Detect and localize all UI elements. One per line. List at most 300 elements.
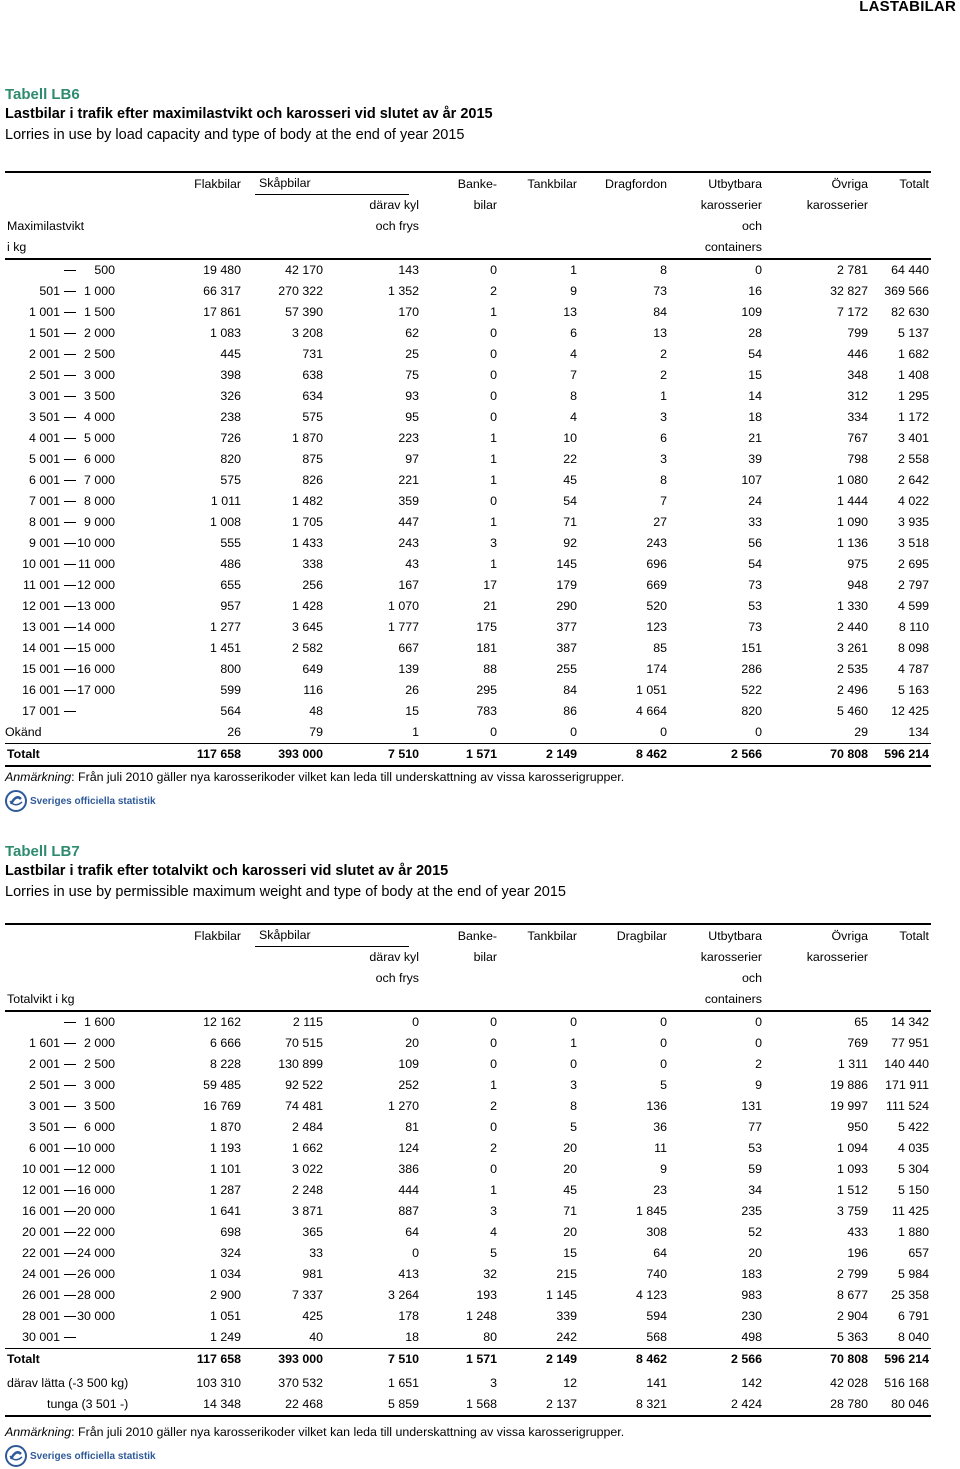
table-cell: 1 034 [209,1267,241,1281]
range-from: 26 001 [22,1288,60,1302]
table-cell: 5 304 [897,1162,929,1176]
table-cell: 75 [405,368,419,382]
range-dash [64,396,76,397]
table-cell: 10 [563,431,577,445]
row-label [5,281,115,302]
total-cell: 70 808 [764,1349,870,1371]
table-cell: 13 [653,326,667,340]
table-cell: 3 [490,536,497,550]
row-label [5,596,115,617]
range-from: 1 001 [28,305,60,319]
table-cell: 1 662 [291,1141,323,1155]
table-cell: 34 [748,1183,762,1197]
table-cell: 731 [302,347,323,361]
range-to: 10 000 [77,536,115,550]
table-row [5,1075,931,1096]
table-cell: 2 [755,1057,762,1071]
table-cell: 1 [570,263,577,277]
table-cell: 1 093 [836,1162,868,1176]
table-cell: 1 311 [837,1057,868,1071]
range-from: 3 501 [28,1120,60,1134]
table-cell: 45 [563,1183,577,1197]
col-header-bilar: bilar [473,950,497,964]
table-cell: 0 [490,1120,497,1134]
table-cell: 1 777 [387,620,419,634]
table-cell: 25 [405,347,419,361]
sos-logo-icon [5,1445,27,1467]
range-from: 2 001 [28,1057,60,1071]
table-cell: 1 428 [291,599,323,613]
table-cell: 28 [748,326,762,340]
range-to: 16 000 [77,1183,115,1197]
table-cell: 27 [653,515,667,529]
table-cell: 1 051 [635,683,667,697]
row-label [5,1138,115,1159]
table-row [5,1201,931,1222]
table-row [5,1033,931,1054]
table-cell: 3 401 [897,431,929,445]
row-label [5,554,115,575]
table-cell: 48 [309,704,323,718]
range-dash [64,522,76,523]
table-cell: 2 137 [499,1394,579,1416]
table-cell: 2 [490,1099,497,1113]
table-cell: 1 [490,431,497,445]
col-header-dragbilar: Dragbilar [579,924,669,947]
table-cell: 73 [748,578,762,592]
table-cell: 2 484 [291,1120,323,1134]
table-cell: 1 083 [209,326,241,340]
table-cell: 290 [556,599,577,613]
table-cell: 1 145 [545,1288,577,1302]
table-cell: 9 [755,1078,762,1092]
range-from: 10 001 [22,557,60,571]
range-to: 20 000 [77,1204,115,1218]
table-cell: 8 677 [836,1288,868,1302]
table-cell: 875 [302,452,323,466]
table-cell: 230 [741,1309,762,1323]
row-label [5,470,115,491]
subtotal-label: tunga (3 501 -) [5,1394,115,1416]
table-cell: 324 [220,1246,241,1260]
table-row [5,428,931,449]
table-cell: 59 [748,1162,762,1176]
table-cell: 726 [220,431,241,445]
range-to: 28 000 [77,1288,115,1302]
table-cell: 15 [563,1246,577,1260]
table-cell: 312 [847,389,868,403]
col-header-dragfordon: Dragfordon [579,172,669,195]
subtotal-row [5,1373,931,1394]
table-cell: 124 [398,1141,419,1155]
table-cell: 334 [847,410,868,424]
range-from: 15 001 [22,662,60,676]
table-cell: 1 172 [897,410,929,424]
table-cell: 141 [646,1376,667,1390]
range-to: 5 000 [83,431,115,445]
range-from: 2 501 [28,368,60,382]
table-cell: 140 440 [884,1057,929,1071]
table-cell: 1 512 [836,1183,868,1197]
table-cell: 3 518 [897,536,929,550]
table-cell: 62 [405,326,419,340]
range-dash [64,1106,76,1107]
range-to: 30 000 [77,1309,115,1323]
table-cell: 4 [570,410,577,424]
table-cell: 74 481 [285,1099,323,1113]
table-cell: 8 228 [209,1057,241,1071]
table-cell: 109 [398,1057,419,1071]
table-cell: 81 [405,1120,419,1134]
range-dash [64,606,76,607]
table-row [5,1011,931,1033]
table-cell: 145 [556,557,577,571]
table-row [5,491,931,512]
table-cell: 2 799 [836,1267,868,1281]
range-dash [64,690,76,691]
table-cell: 2 642 [897,473,929,487]
table-cell: 54 [748,557,762,571]
range-dash [64,1127,76,1128]
range-to: 22 000 [77,1225,115,1239]
table-cell: 1 249 [209,1330,241,1344]
table-cell: 20 [748,1246,762,1260]
range-from: 16 001 [22,1204,60,1218]
table-cell: 2 [490,284,497,298]
col-header-och-frys: och frys [375,219,419,233]
table-cell: 5 [570,1120,577,1134]
table-cell: 0 [755,1015,762,1029]
range-from: 6 001 [28,1141,60,1155]
table-row [5,638,931,659]
table-cell: 0 [490,389,497,403]
range-dash [64,585,76,586]
table-cell: 221 [398,473,419,487]
range-to: 12 000 [77,578,115,592]
table-cell: 171 911 [885,1078,929,1092]
row-label [5,1180,115,1201]
table-cell: 73 [748,620,762,634]
table-cell: 445 [220,347,241,361]
table-cell: 82 630 [891,305,929,319]
col-header-skapbilar: Skåpbilar [255,173,409,195]
table-cell: 4 [490,1225,497,1239]
range-from: 24 001 [22,1267,60,1281]
table-cell: 3 261 [836,641,868,655]
table-cell: 255 [556,662,577,676]
table-cell: 444 [398,1183,419,1197]
table-row [5,470,931,491]
table-cell: 2 424 [669,1394,764,1416]
row-label [5,1054,115,1075]
table-cell: 1 [490,1078,497,1092]
total-cell: 7 510 [325,744,421,767]
table-cell: 54 [563,494,577,508]
row-label [5,302,115,323]
row-label [5,323,115,344]
table-cell: 568 [646,1330,667,1344]
table-cell: 24 [748,494,762,508]
table-cell: 365 [302,1225,323,1239]
table-cell: 29 [854,725,868,739]
table-cell: 1 090 [836,515,868,529]
table-cell: 53 [748,599,762,613]
table-cell: 398 [220,368,241,382]
table-row [5,533,931,554]
table-cell: 130 899 [278,1057,323,1071]
range-dash [64,417,76,418]
col-header-ovriga: Övriga [764,924,870,947]
range-dash [64,1274,76,1275]
table-cell: 1 433 [291,536,323,550]
range-dash [64,669,76,670]
col-header-utbytbara: Utbytbara [669,924,764,947]
table-row [5,1222,931,1243]
row-label [5,575,115,596]
table-cell: 2 [660,368,667,382]
table-cell: 170 [398,305,419,319]
range-from: 4 001 [28,431,60,445]
table-cell: 359 [398,494,419,508]
total-label: Totalt [5,1349,115,1371]
table-cell: 3 [490,1204,497,1218]
range-from: 11 001 [23,578,60,592]
table-cell: 40 [309,1330,323,1344]
total-cell: 117 658 [115,1349,243,1371]
total-label: Totalt [5,744,115,767]
table-cell: 142 [741,1376,762,1390]
table-cell: 4 599 [897,599,929,613]
table-cell: 0 [490,494,497,508]
total-cell: 2 149 [499,744,579,767]
table-row [5,1327,931,1349]
row-label [5,1033,115,1054]
range-to: 26 000 [77,1267,115,1281]
total-cell: 596 214 [870,1349,931,1371]
range-to: 1 600 [83,1015,115,1029]
table-cell: 1 482 [291,494,323,508]
table-cell: 594 [646,1309,667,1323]
table-row [5,680,931,701]
range-from: 20 001 [22,1225,60,1239]
table-cell: 0 [660,1015,667,1029]
table-cell: 1 070 [387,599,419,613]
table-cell: 1 051 [209,1309,241,1323]
range-dash [64,1295,76,1296]
table-cell: 3 871 [291,1204,323,1218]
table-cell: 0 [490,410,497,424]
table-cell: 6 [570,326,577,340]
table-cell: 86 [563,704,577,718]
table-cell: 16 [748,284,762,298]
col-header-darav-kyl: därav kyl [369,950,419,964]
table-cell: 0 [490,347,497,361]
table-cell: 19 480 [203,263,241,277]
table-cell: 85 [653,641,667,655]
table-cell: 2 [660,347,667,361]
table-cell: 8 [660,473,667,487]
table-cell: 0 [660,1036,667,1050]
table-cell: 97 [405,452,419,466]
table-cell: 657 [908,1246,929,1260]
total-cell: 1 571 [421,1349,499,1371]
table-cell: 56 [748,536,762,550]
table-cell: 783 [476,704,497,718]
range-from: 13 001 [22,620,60,634]
table-cell: 243 [398,536,419,550]
row-label [5,449,115,470]
table-cell: 1 870 [209,1120,241,1134]
table-cell: 174 [646,662,667,676]
table-cell: 1 568 [421,1394,499,1416]
note-label: Anmärkning [5,1425,72,1439]
col-header-banke: Banke- [421,924,499,947]
table-cell: 17 861 [203,305,241,319]
range-from: 17 001 [22,704,60,718]
table-cell: 270 322 [278,284,323,298]
table-cell: 975 [847,557,868,571]
table-cell: 3 645 [291,620,323,634]
table-number: Tabell LB6 [5,86,80,103]
range-to: 500 [94,263,115,277]
row-label [5,617,115,638]
range-to: 7 000 [83,473,115,487]
table-row [5,302,931,323]
col-header-ovriga: Övriga [764,172,870,195]
table-cell: 4 035 [897,1141,929,1155]
table-cell: 338 [302,557,323,571]
table-cell: 4 787 [897,662,929,676]
sos-logo-icon [5,790,27,812]
sos-logo-text: Sveriges officiella statistik [30,1450,156,1462]
table-cell: 179 [556,578,577,592]
table-cell: 2 900 [209,1288,241,1302]
table-cell: 111 524 [886,1099,929,1113]
table-cell: 555 [220,536,241,550]
table-cell: 0 [490,1057,497,1071]
table-cell: 1 [490,452,497,466]
row-label [5,259,115,281]
range-dash [64,1211,76,1212]
table-cell: 64 [653,1246,667,1260]
row-label [5,491,115,512]
range-from: 6 001 [28,473,60,487]
range-dash [64,711,76,712]
range-dash [64,543,76,544]
col-header-och: och [742,219,762,233]
table-cell: 14 348 [115,1394,243,1416]
col-header-darav-kyl: därav kyl [369,198,419,212]
table-cell: 17 [483,578,497,592]
table-row [5,1306,931,1327]
table-cell: 3 [570,1078,577,1092]
table-row [5,701,931,722]
table-cell: 8 110 [898,620,929,634]
table-cell: 14 342 [891,1015,929,1029]
table-cell: 2 248 [291,1183,323,1197]
range-from: 30 001 [22,1330,60,1344]
total-cell: 2 566 [669,1349,764,1371]
total-cell: 7 510 [325,1349,421,1371]
table-cell: 25 358 [891,1288,929,1302]
table-cell: 386 [398,1162,419,1176]
table-cell: 109 [741,305,762,319]
table-cell: 0 [490,725,497,739]
table-cell: 800 [220,662,241,676]
range-to: 24 000 [77,1246,115,1260]
range-to: 8 000 [83,494,115,508]
range-dash [64,312,76,313]
table-cell: 19 886 [830,1078,868,1092]
table-cell: 3 [490,1376,497,1390]
table-cell: 377 [556,620,577,634]
row-label [5,512,115,533]
table-row [5,1159,931,1180]
table-cell: 2 781 [836,263,868,277]
col-header-totalt: Totalt [870,172,931,195]
table-cell: 252 [398,1078,419,1092]
table-cell: 6 666 [209,1036,241,1050]
table-cell: 1 [490,473,497,487]
table-cell: 65 [854,1015,868,1029]
table-cell: 826 [302,473,323,487]
table-cell: 655 [220,578,241,592]
table-cell: 77 951 [891,1036,929,1050]
table-cell: 1 [490,1183,497,1197]
table-cell: 45 [563,473,577,487]
table-cell: 348 [847,368,868,382]
table-cell: 15 [748,368,762,382]
row-label [5,1159,115,1180]
row-label [5,1285,115,1306]
row-label [5,1222,115,1243]
table-cell: 11 425 [892,1204,929,1218]
table-cell: 0 [755,263,762,277]
table-cell: 5 984 [897,1267,929,1281]
table-cell: 4 123 [635,1288,667,1302]
table-cell: 43 [405,557,419,571]
range-from: 12 001 [22,1183,60,1197]
table-cell: 516 168 [884,1376,929,1390]
range-from: 1 601 [28,1036,60,1050]
row-label [5,1264,115,1285]
table-cell: 23 [653,1183,667,1197]
table-title-en: Lorries in use by permissible maximum weight and type of body at the end of year 2015 [5,884,566,900]
col-header-karosserier-ovr: karosserier [806,198,868,212]
note-text: : Från juli 2010 gäller nya karosserikoder vilket kan leda till underskattning av vissa karosserigrupper. [71,1425,625,1439]
table-cell: 6 791 [897,1309,929,1323]
range-dash [64,627,76,628]
table-cell: 71 [563,1204,577,1218]
range-dash [64,459,76,460]
table-cell: 667 [398,641,419,655]
row-label [5,1075,115,1096]
table-cell: 3 759 [836,1204,868,1218]
table-cell: 820 [741,704,762,718]
table-cell: 498 [741,1330,762,1344]
table-cell: 0 [490,1015,497,1029]
table-cell: 369 566 [884,284,929,298]
col-header-banke: Banke- [421,172,499,195]
stub-header: Totalvikt i kg [5,989,243,1011]
table-cell: 9 [570,284,577,298]
range-from: 7 001 [28,494,60,508]
table-cell: 107 [741,473,762,487]
table-cell: 387 [556,641,577,655]
table-row [5,554,931,575]
table-cell: 7 172 [836,305,868,319]
table-cell: 0 [660,725,667,739]
